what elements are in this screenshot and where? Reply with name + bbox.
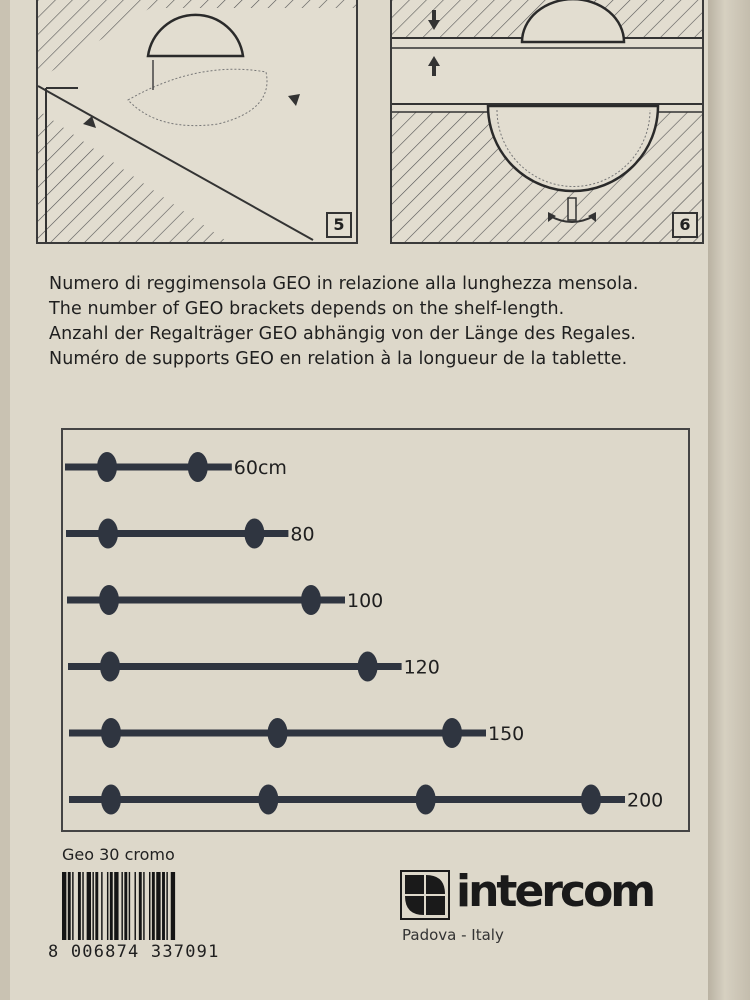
barcode-bar	[124, 872, 127, 940]
figure-5	[36, 0, 358, 244]
arrow-up-icon	[428, 56, 440, 66]
arrow-icon	[288, 94, 300, 106]
bracket-half	[148, 15, 243, 56]
shelf-diagram	[63, 430, 688, 830]
caption-block	[49, 272, 719, 372]
figure-number: 6	[672, 212, 698, 238]
shelf-row	[69, 718, 524, 748]
barcode-bar	[87, 872, 91, 940]
shelf-row	[69, 785, 663, 815]
barcode-bar	[95, 872, 98, 940]
figure-6	[390, 0, 704, 244]
bracket-mark	[99, 585, 119, 615]
intercom-logo-icon	[400, 870, 450, 920]
brand-name: intercom	[456, 866, 654, 917]
bracket-mark	[301, 585, 321, 615]
barcode-bar	[72, 872, 73, 940]
barcode-bar	[149, 872, 150, 940]
barcode-bar	[152, 872, 155, 940]
bracket-mark	[416, 785, 436, 815]
barcode-bar	[78, 872, 81, 940]
shelf-length-label: 120	[403, 656, 440, 679]
bracket-mark	[581, 785, 601, 815]
shelf-bar	[69, 796, 625, 803]
bracket-mark	[244, 519, 264, 549]
product-name: Geo 30 cromo	[62, 845, 175, 864]
barcode-bar	[156, 872, 160, 940]
barcode	[60, 872, 270, 940]
shelf-length-label: 150	[488, 723, 525, 745]
shelf-row	[67, 585, 383, 615]
shelf-length-label: 60cm	[233, 457, 287, 479]
barcode-bar	[166, 872, 167, 940]
bracket-mark	[188, 452, 208, 482]
brand-logo	[400, 868, 700, 923]
bracket-mark	[101, 718, 121, 748]
bracket-mark	[101, 785, 121, 815]
bracket-mark	[100, 652, 120, 682]
shelf-length-label: 200	[627, 789, 664, 812]
figure-6-drawing	[392, 0, 702, 242]
caption-italian: Numero di reggimensola GEO in relazione alla lunghezza mensola.	[49, 274, 639, 294]
bracket-mark	[258, 785, 278, 815]
package-edge	[708, 0, 750, 1000]
figure-5-drawing	[38, 0, 356, 242]
barcode-bar	[82, 872, 83, 940]
barcode-bar	[110, 872, 113, 940]
figure-number: 5	[326, 212, 352, 238]
barcode-bar	[62, 872, 66, 940]
barcode-bar	[143, 872, 144, 940]
caption-german: Anzahl der Regalträger GEO abhängig von der Länge des Regales.	[49, 324, 637, 344]
bracket-mark	[358, 652, 378, 682]
shelf-length-label: 80	[290, 523, 315, 546]
shelf-bracket-table	[61, 428, 690, 832]
bracket-mark	[98, 519, 118, 549]
shelf-row	[68, 652, 440, 682]
shelf-row	[66, 519, 315, 549]
barcode-bar	[121, 872, 122, 940]
barcode-bar	[101, 872, 102, 940]
shelf-length-label: 100	[347, 590, 384, 612]
caption-french: Numéro de supports GEO en relation à la longueur de la tablette.	[49, 349, 628, 369]
barcode-bar	[68, 872, 71, 940]
barcode-bar	[139, 872, 142, 940]
bracket-mark	[268, 718, 288, 748]
barcode-bar	[162, 872, 165, 940]
shelf-row	[65, 452, 287, 482]
barcode-number: 8 006874 337091	[48, 942, 220, 962]
barcode-bar	[171, 872, 175, 940]
barcode-bar	[107, 872, 108, 940]
bracket-mark	[97, 452, 117, 482]
brand-location: Padova - Italy	[402, 926, 504, 944]
barcode-bar	[135, 872, 136, 940]
barcode-bar	[129, 872, 130, 940]
barcode-bar	[92, 872, 93, 940]
caption-english: The number of GEO brackets depends on the shelf-length.	[49, 299, 565, 319]
bracket-mark	[442, 718, 462, 748]
barcode-bar	[114, 872, 118, 940]
